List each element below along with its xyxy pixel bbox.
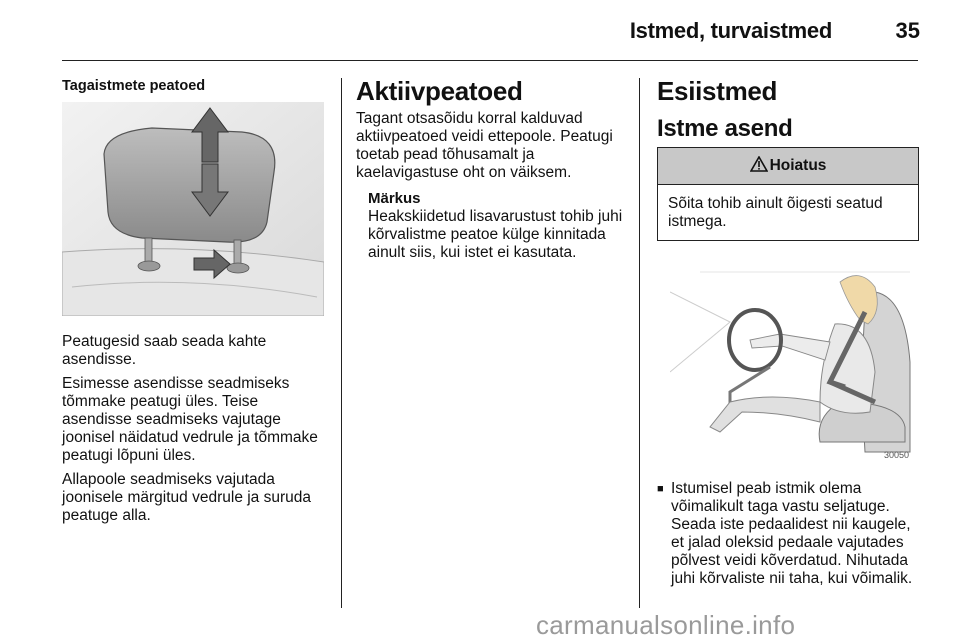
warning-triangle-icon <box>750 156 768 177</box>
driver-seat-drawing <box>670 252 920 462</box>
image-reference-code: 30050 <box>884 450 910 460</box>
paragraph-active-headrests: Tagant otsasõidu korral kalduvad aktiivpeatoed veidi ettepoole. Peatugi toetab pead tõhusamalt ja kaelavigastuse oht on väiksem. <box>356 110 613 181</box>
note-block <box>356 190 628 262</box>
paragraph-lower: Allapoole seadmiseks vajutada joonisele märgitud vedrule ja suruda peatuge alla. <box>62 471 312 524</box>
warning-header <box>658 148 918 185</box>
warning-title: Hoiatus <box>769 157 827 174</box>
column-2-body <box>356 110 628 262</box>
header-rule <box>62 60 918 61</box>
watermark: carmanualsonline.info <box>536 610 796 640</box>
bullet-item <box>657 480 919 588</box>
section-heading-active-headrests: Aktiivpeatoed <box>356 76 523 106</box>
note-title: Märkus <box>368 190 421 207</box>
square-bullet-icon: ■ <box>657 483 664 495</box>
bullet-text: Istumisel peab istmik olema võimalikult taga vastu seljatuge. Seada iste pedaalidest nii kaugele, et jalad oleksid pedaale vajutades põlvest veidi kõverdatud. Nihutada juhi kõrvaliste nii taha, kui võimalik. <box>671 480 913 587</box>
column-divider-2 <box>639 78 640 608</box>
subheading-seat-position: Istme asend <box>657 115 793 142</box>
seating-position-illustration <box>670 252 920 462</box>
warning-box <box>657 147 919 241</box>
warning-text: Sõita tohib ainult õigesti seatud istmega. <box>668 195 883 230</box>
section-heading-rear-headrests: Tagaistmete peatoed <box>62 78 206 94</box>
column-1-body <box>62 333 330 531</box>
paragraph-raise: Esimesse asendisse seadmiseks tõmmake peatugi üles. Teise asendisse seadmiseks vajutage joonisel näidatud vedrule ja tõmmake peatugi lõpuni üles. <box>62 375 318 464</box>
note-text: Heakskiidetud lisavarustust tohib juhi kõrvalistme peatoe külge kinnitada ainult siis, kui istet ei kasutata. <box>368 208 623 261</box>
section-heading-front-seats: Esiistmed <box>657 76 778 106</box>
column-3-body <box>657 480 919 588</box>
paragraph-positions: Peatugesid saab seada kahte asendisse. <box>62 333 267 368</box>
rear-headrest-illustration <box>62 102 324 316</box>
headrest-drawing <box>62 102 324 316</box>
page-number: 35 <box>895 18 920 43</box>
running-header-title: Istmed, turvaistmed <box>629 18 832 43</box>
column-divider-1 <box>341 78 342 608</box>
